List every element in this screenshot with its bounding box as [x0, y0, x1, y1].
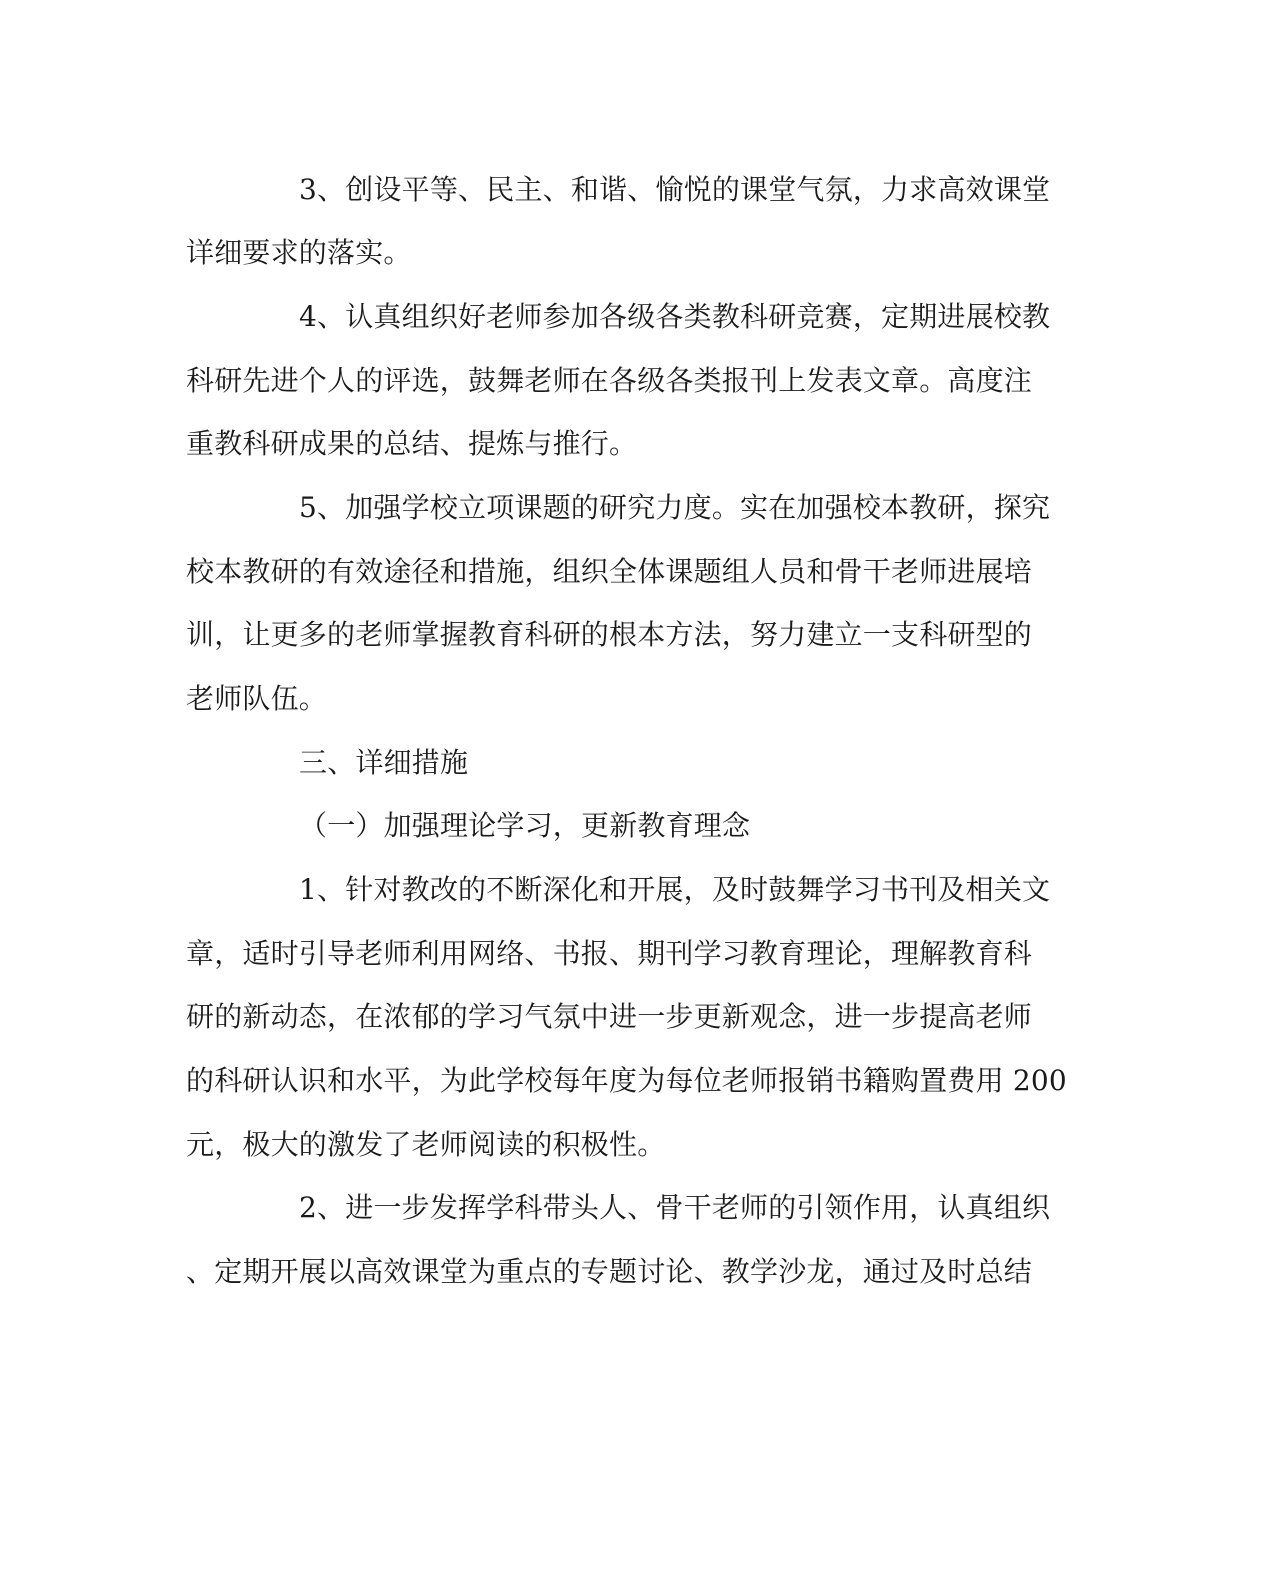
paragraph-5-line-4: 老师队伍。 — [186, 682, 328, 715]
item-1-line-1: 1、针对教改的不断深化和开展，及时鼓舞学习书刊及相关文 — [299, 873, 1051, 906]
paragraph-3-line-1: 3、创设平等、民主、和谐、愉悦的课堂气氛，力求高效课堂 — [299, 173, 1051, 206]
item-2-line-1: 2、进一步发挥学科带头人、骨干老师的引领作用，认真组织 — [299, 1191, 1051, 1224]
paragraph-4-line-2: 科研先进个人的评选，鼓舞老师在各级各类报刊上发表文章。高度注 — [186, 364, 1033, 397]
item-2-line-2: 、定期开展以高效课堂为重点的专题讨论、教学沙龙，通过及时总结 — [186, 1255, 1033, 1288]
item-1-line-2: 章，适时引导老师利用网络、书报、期刊学习教育理论，理解教育科 — [186, 937, 1033, 970]
item-1-line-5: 元，极大的激发了老师阅读的积极性。 — [186, 1128, 666, 1161]
paragraph-5-line-2: 校本教研的有效途径和措施，组织全体课题组人员和骨干老师进展培 — [186, 555, 1033, 588]
section-heading: 三、详细措施 — [299, 746, 469, 779]
paragraph-4-line-1: 4、认真组织好老师参加各级各类教科研竞赛，定期进展校教 — [299, 300, 1051, 333]
paragraph-5-line-1: 5、加强学校立项课题的研究力度。实在加强校本教研，探究 — [299, 491, 1051, 524]
item-1-line-3: 研的新动态，在浓郁的学习气氛中进一步更新观念，进一步提高老师 — [186, 1000, 1033, 1033]
paragraph-5-line-3: 训，让更多的老师掌握教育科研的根本方法，努力建立一支科研型的 — [186, 618, 1033, 651]
item-1-line-4: 的科研认识和水平，为此学校每年度为每位老师报销书籍购置费用 200 — [186, 1064, 1067, 1097]
paragraph-3-line-2: 详细要求的落实。 — [186, 236, 412, 269]
subsection-heading: （一）加强理论学习，更新教育理念 — [299, 809, 751, 842]
paragraph-4-line-3: 重教科研成果的总结、提炼与推行。 — [186, 427, 638, 460]
